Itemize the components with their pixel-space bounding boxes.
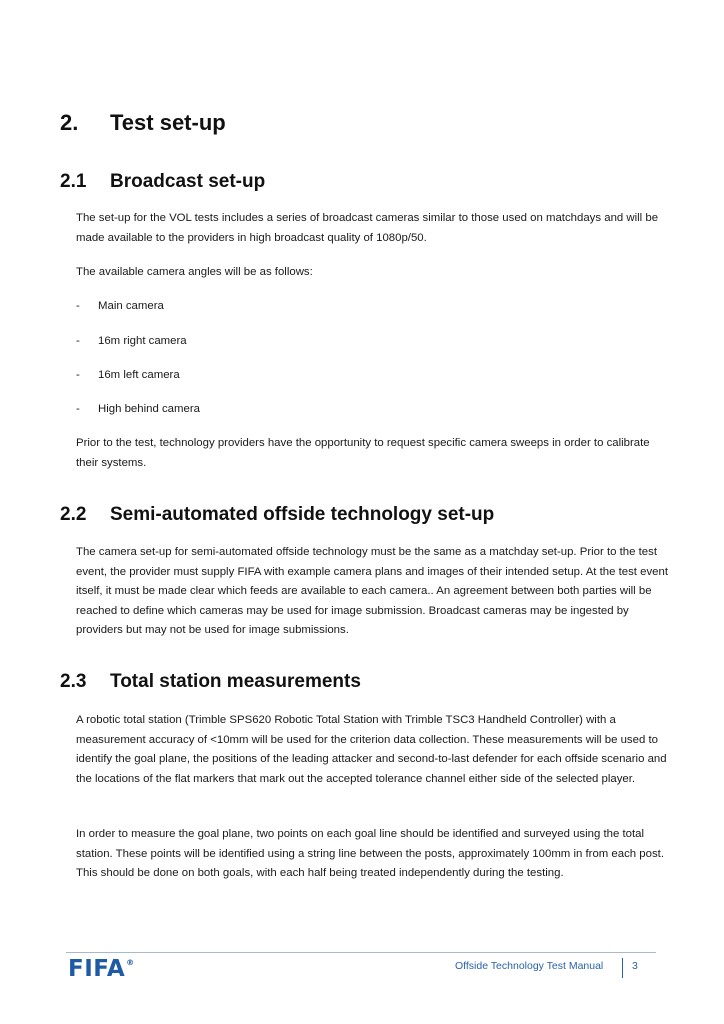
- bullet-marker: -: [76, 369, 80, 381]
- list-item: [76, 298, 164, 314]
- subsection-heading-2-3: [60, 671, 361, 693]
- subsection-heading-2-2: [60, 504, 494, 526]
- subsection-title: Semi-automated offside technology set-up: [110, 504, 495, 525]
- footer-document-title: Offside Technology Test Manual: [455, 960, 604, 972]
- section-title: Test set-up: [110, 110, 226, 135]
- paragraph-semi-automated: The camera set-up for semi-automated offside technology must be the same as a matchday set-up. Prior to the test event, the provider must supply FIFA with example camera plans and images of their intended setup. At the test event itself, it must be made clear which feeds are available to each camera.. An agreement between both parties will be reached to define which cameras may be used for image submission. Broadcast cameras may be ingested by providers but may not be used for image submissions.: [76, 546, 669, 636]
- subsection-number: 2.2: [60, 504, 87, 525]
- list-item: [76, 367, 180, 383]
- list-item: [76, 401, 200, 417]
- paragraph-camera-angles: The available camera angles will be as follows:: [76, 266, 313, 278]
- list-item-text: 16m left camera: [98, 369, 180, 381]
- list-item-text: 16m right camera: [98, 335, 187, 347]
- subsection-title: Broadcast set-up: [110, 171, 266, 192]
- subsection-number: 2.1: [60, 171, 87, 192]
- list-item-text: Main camera: [98, 300, 164, 312]
- paragraph-total-station: A robotic total station (Trimble SPS620 Robotic Total Station with Trimble TSC3 Handheld Controller) with a measurement accuracy of <10mm will be used for the criterion data collection. These measurements will be used to identify the goal plane, the positions of the leading attacker and second-to-last defender for each offside scenario and the locations of the flat markers that mark out the accepted tolerance channel either side of the selected player.: [76, 714, 667, 785]
- paragraph-broadcast-intro: The set-up for the VOL tests includes a series of broadcast cameras similar to those used on matchdays and will be made available to the providers in high broadcast quality of 1080p/50.: [76, 212, 659, 244]
- paragraph-camera-sweeps: Prior to the test, technology providers have the opportunity to request specific camera sweeps in order to calibrate their systems.: [76, 437, 650, 469]
- footer-divider: [66, 952, 656, 953]
- fifa-logo-text: FIFA: [68, 956, 126, 982]
- subsection-number: 2.3: [60, 671, 87, 692]
- subsection-heading-2-1: [60, 171, 265, 193]
- footer-separator: [622, 958, 623, 978]
- section-number: 2.: [60, 110, 79, 135]
- list-item: [76, 333, 187, 349]
- bullet-marker: -: [76, 335, 80, 347]
- subsection-title: Total station measurements: [110, 671, 361, 692]
- paragraph-goal-plane: In order to measure the goal plane, two points on each goal line should be identified and surveyed using the total station. These points will be identified using a string line between the posts, approximately 100mm in from each post. This should be done on both goals, with each half being treated independently during the testing.: [76, 828, 664, 879]
- section-heading: [60, 110, 226, 136]
- page-number: 3: [632, 960, 638, 972]
- bullet-marker: -: [76, 300, 80, 312]
- registered-mark: ®: [126, 958, 135, 967]
- fifa-logo: [68, 956, 135, 982]
- list-item-text: High behind camera: [98, 403, 200, 415]
- bullet-marker: -: [76, 403, 80, 415]
